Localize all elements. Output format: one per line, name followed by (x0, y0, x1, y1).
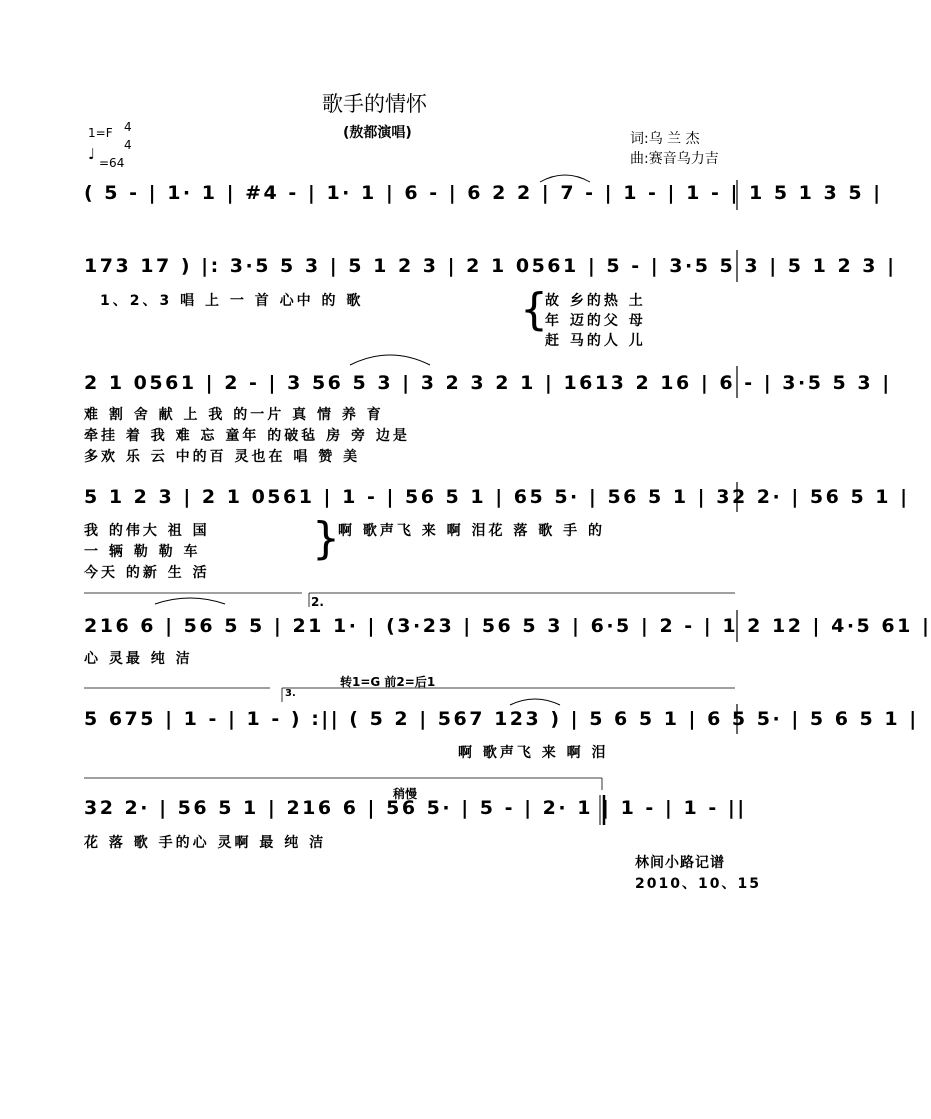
lyric-row-4-chorus: 啊 歌声飞 来 啊 泪花 落 歌 手 的 (338, 523, 605, 539)
lyric-row-4-line-2: 一 辆 勒 勒 车 (84, 544, 201, 560)
lyric-row-2-line-1: 1、2、3 唱 上 一 首 心中 的 歌 (100, 293, 364, 309)
lyric-row-2-verse-2: 年 迈的父 母 (545, 313, 646, 329)
notation-row-7: 32 2· | 56 5 1 | 216 6 | 56 5· | 5 - | 2· 1 | 1 - | 1 - || (84, 797, 747, 819)
lyric-row-3-line-2: 牵挂 着 我 难 忘 童年 的破毡 房 旁 边是 (84, 428, 410, 444)
transcriber-credit: 林间小路记谱 (635, 855, 725, 871)
time-signature-bottom: 4 (124, 138, 132, 152)
lyric-row-6-line-1: 啊 歌声飞 来 啊 泪 (458, 745, 609, 761)
brace-icon: { (520, 284, 548, 335)
notation-row-5: 216 6 | 56 5 5 | 21 1· | (3·23 | 56 5 3 | 6·5 | 2 - | 1 2 12 | 4·5 61 | (84, 615, 931, 637)
ending-3-label: 3. (285, 688, 296, 699)
lyric-row-3-line-1: 难 割 舍 献 上 我 的一片 真 情 养 育 (84, 407, 384, 423)
lyric-row-2-verse-3: 赶 马的人 儿 (545, 333, 646, 349)
lyric-row-2-verse-1: 故 乡的热 土 (545, 293, 646, 309)
ending-2-label: 2. (311, 595, 324, 609)
notation-row-1: ( 5 - | 1· 1 | #4 - | 1· 1 | 6 - | 6 2 2 | 7 - | 1 - | 1 - | 1 5 1 3 5 | (84, 182, 883, 204)
brace-close-icon: } (312, 513, 340, 564)
quarter-note-icon: ♩ (88, 145, 96, 163)
transcription-date: 2010、10、15 (635, 876, 761, 892)
score-subtitle: (敖都演唱) (343, 125, 412, 141)
key-signature: 1=F (88, 126, 113, 140)
score-title: 歌手的情怀 (322, 92, 427, 116)
composer-credit: 曲:赛音乌力吉 (630, 151, 719, 167)
notation-row-6: 5 675 | 1 - | 1 - ) :|| ( 5 2 | 567 123 ) | 5 6 5 1 | 6 5 5· | 5 6 5 1 | (84, 708, 919, 730)
notation-row-2: 173 17 ) |: 3·5 5 3 | 5 1 2 3 | 2 1 0561 | 5 - | 3·5 5 3 | 5 1 2 3 | (84, 255, 897, 277)
lyric-row-5-line-1: 心 灵最 纯 洁 (84, 651, 193, 667)
lyric-row-3-line-3: 多欢 乐 云 中的百 灵也在 唱 赞 美 (84, 449, 361, 465)
notation-row-4: 5 1 2 3 | 2 1 0561 | 1 - | 56 5 1 | 65 5· | 56 5 1 | 32 2· | 56 5 1 | (84, 486, 910, 508)
lyricist-credit: 词:乌 兰 杰 (630, 131, 700, 147)
modulation-marking: 转1=G 前2=后1 (340, 675, 436, 689)
lyric-row-4-line-3: 今天 的新 生 活 (84, 565, 210, 581)
tempo-marking: =64 (99, 156, 125, 170)
lyric-row-4-line-1: 我 的伟大 祖 国 (84, 523, 210, 539)
lyric-row-7-line-1: 花 落 歌 手的心 灵啊 最 纯 洁 (84, 835, 327, 851)
time-signature-top: 4 (124, 120, 132, 134)
tempo-change-marking: 稍慢 (393, 787, 418, 801)
notation-row-3: 2 1 0561 | 2 - | 3 56 5 3 | 3 2 3 2 1 | 1613 2 16 | 6 - | 3·5 5 3 | (84, 372, 892, 394)
